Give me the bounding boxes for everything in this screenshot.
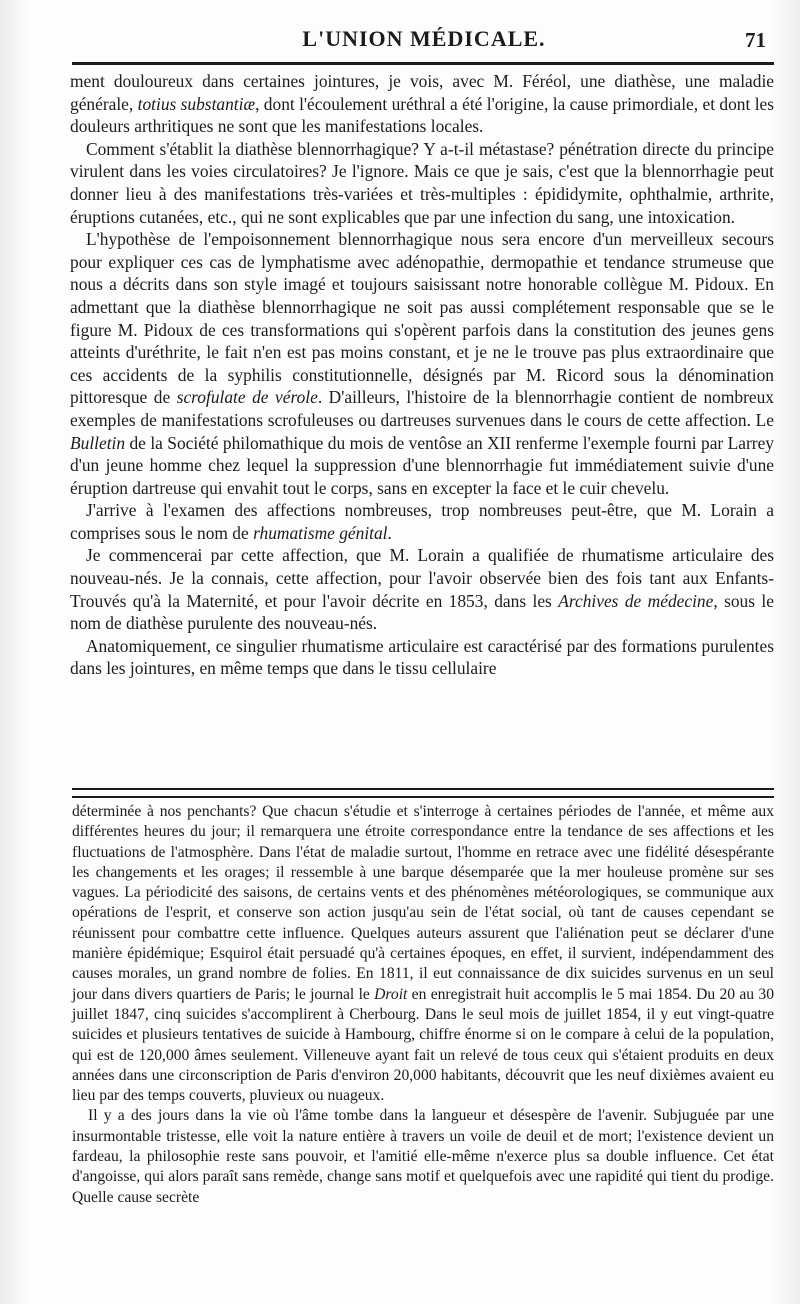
- note-paragraph: [72, 802, 774, 1106]
- text-run: J'arrive à l'examen des affections nombreuses, trop nombreuses peut-être, que M. Lorain a comprises sous le nom de: [70, 500, 774, 543]
- main-paragraph: [70, 499, 774, 544]
- header-rule: [72, 62, 774, 65]
- main-paragraph: [70, 635, 774, 680]
- running-header: [78, 22, 770, 62]
- italic-text: rhumatisme génital: [253, 522, 388, 543]
- journal-title: L'UNION MÉDICALE.: [302, 26, 546, 51]
- text-run: .: [387, 522, 392, 543]
- italic-text: totius substantiæ: [137, 93, 256, 114]
- text-run: . D'ailleurs, l'histoire de la blennorrhagie contient de nombreux exemples de manifestations scrofuleuses ou dartreuses survenues dans le cours de cette affection. Le: [70, 387, 774, 430]
- italic-text: Bulletin: [70, 432, 126, 453]
- footnote-text-body: [72, 802, 774, 1208]
- italic-text: Droit: [374, 985, 408, 1003]
- page-number: 71: [745, 28, 766, 52]
- main-paragraph: [70, 544, 774, 634]
- main-paragraph: [70, 228, 774, 499]
- text-run: , sous le nom de diathèse purulente des nouveau-nés.: [70, 590, 774, 634]
- text-run: de la Société philomathique du mois de ventôse an XII renferme l'exemple fourni par Larrey d'un jeune homme chez lequel la suppression d'une blennorrhagie fut immédiatement suivie d'une éruption dartreuse qui envahit tout le corps, sans en excepter la face et le cuir chevelu.: [70, 432, 774, 498]
- text-run: , dont l'écoulement uréthral a été l'origine, la cause primordiale, et dont les douleurs arthritiques ne sont que les manifestations locales.: [70, 93, 775, 137]
- main-paragraph: [70, 138, 774, 228]
- text-run: en enregistrait huit accomplis le 5 mai 1854. Du 20 au 30 juillet 1847, cinq suicides s'accomplirent à Cherbourg. Dans le seul mois de juillet 1854, il y eut vingt-quatre suicides et plusieurs tentatives de suicide à Hambourg, chiffre énorme si on le compare à celui de la population, qui est de 120,000 âmes seulement. Villeneuve ayant fait un relevé de tous ceux qui s'étaient produits en deux années dans une circonscription de Paris d'environ 20,000 habitants, découvrit que les neuf dixièmes avaient eu lieu par des temps couverts, pluvieux ou nuageux.: [72, 985, 774, 1105]
- text-run: L'hypothèse de l'empoisonnement blennorrhagique nous sera encore d'un merveilleux secours pour expliquer ces cas de lymphatisme avec adénopathie, dermopathie et tendance strumeuse que nous a décrits dans son style imagé et toujours saisissant notre honorable collègue M. Pidoux. En admettant que la diathèse blennorrhagique ne soit pas aussi complétement responsable que se le figure M. Pidoux de ces transformations qui s'opèrent parfois dans la constitution des jeunes gens atteints d'uréthrite, le fait n'en est pas moins constant, et je ne le trouve pas plus extraordinaire que ces accidents de la syphilis constitutionnelle, désignés par M. Ricord sous la dénomination pittoresque de: [70, 229, 774, 408]
- italic-text: scrofulate de vérole: [176, 387, 318, 408]
- note-paragraph: [72, 1106, 774, 1207]
- main-paragraph: [70, 70, 774, 138]
- footnote-separator: [72, 788, 774, 798]
- main-text-body: [70, 70, 774, 680]
- text-run: déterminée à nos penchants? Que chacun s'étudie et s'interroge à certaines périodes de l'année, et même aux différentes heures du jour; il remarquera une étroite correspondance entre la tendance de ses affections et les fluctuations de l'atmosphère. Dans l'état de maladie surtout, l'homme en retrace avec une fidélité désespérante les changements et les orages; il ressemble à une barque désemparée que la mer houleuse promène sur ses vagues. La périodicité des saisons, de certains vents et des phénomènes météorologiques, se communique aux opérations de l'esprit, et conserve son action jusqu'au sein de l'état social, où tant de causes cependant se réunissent pour combattre cette influence. Quelques auteurs assurent que l'aliénation peut se déclarer d'une manière épidémique; Esquirol était persuadé qu'à certaines époques, en effet, il survient, indépendamment des causes morales, un grand nombre de folies. En 1811, il eut connaissance de dix suicides survenus en un seul jour dans divers quartiers de Paris; le journal le: [72, 803, 774, 1003]
- text-run: ment douloureux dans certaines jointures, je vois, avec M. Féréol, une diathèse, une maladie générale,: [70, 71, 774, 114]
- text-run: Je commencerai par cette affection, que M. Lorain a qualifiée de rhumatisme articulaire des nouveau-nés. Je la connais, cette affection, pour l'avoir observée bien des fois tant aux Enfants-Trouvés qu'à la Maternité, et pour l'avoir décrite en 1853, dans les: [70, 545, 774, 611]
- italic-text: Archives de médecine: [558, 590, 714, 611]
- text-run: Anatomiquement, ce singulier rhumatisme articulaire est caractérisé par des formations purulentes dans les jointures, en même temps que dans le tissu cellulaire: [70, 635, 774, 679]
- text-run: Il y a des jours dans la vie où l'âme tombe dans la langueur et désespère de l'avenir. Subjuguée par une insurmontable tristesse, elle voit la nature entière à travers un voile de deuil et de mort; l'existence devient un fardeau, la philosophie reste sans pouvoir, et l'amitié elle-même n'exerce plus sa double influence. Cet état d'angoisse, qui alors paraît sans remède, change sans motif et quelquefois avec une rapidité qui tient du prodige. Quelle cause secrète: [72, 1107, 774, 1206]
- text-run: Comment s'établit la diathèse blennorrhagique? Y a-t-il métastase? pénétration directe du principe virulent dans les voies circulatoires? Je l'ignore. Mais ce que je sais, c'est que la blennorrhagie peut donner lieu à des manifestations très-variées et très-multiples : épididymite, ophthalmie, arthrite, éruptions cutanées, etc., qui ne sont explicables que par une infection du sang, une intoxication.: [70, 138, 774, 227]
